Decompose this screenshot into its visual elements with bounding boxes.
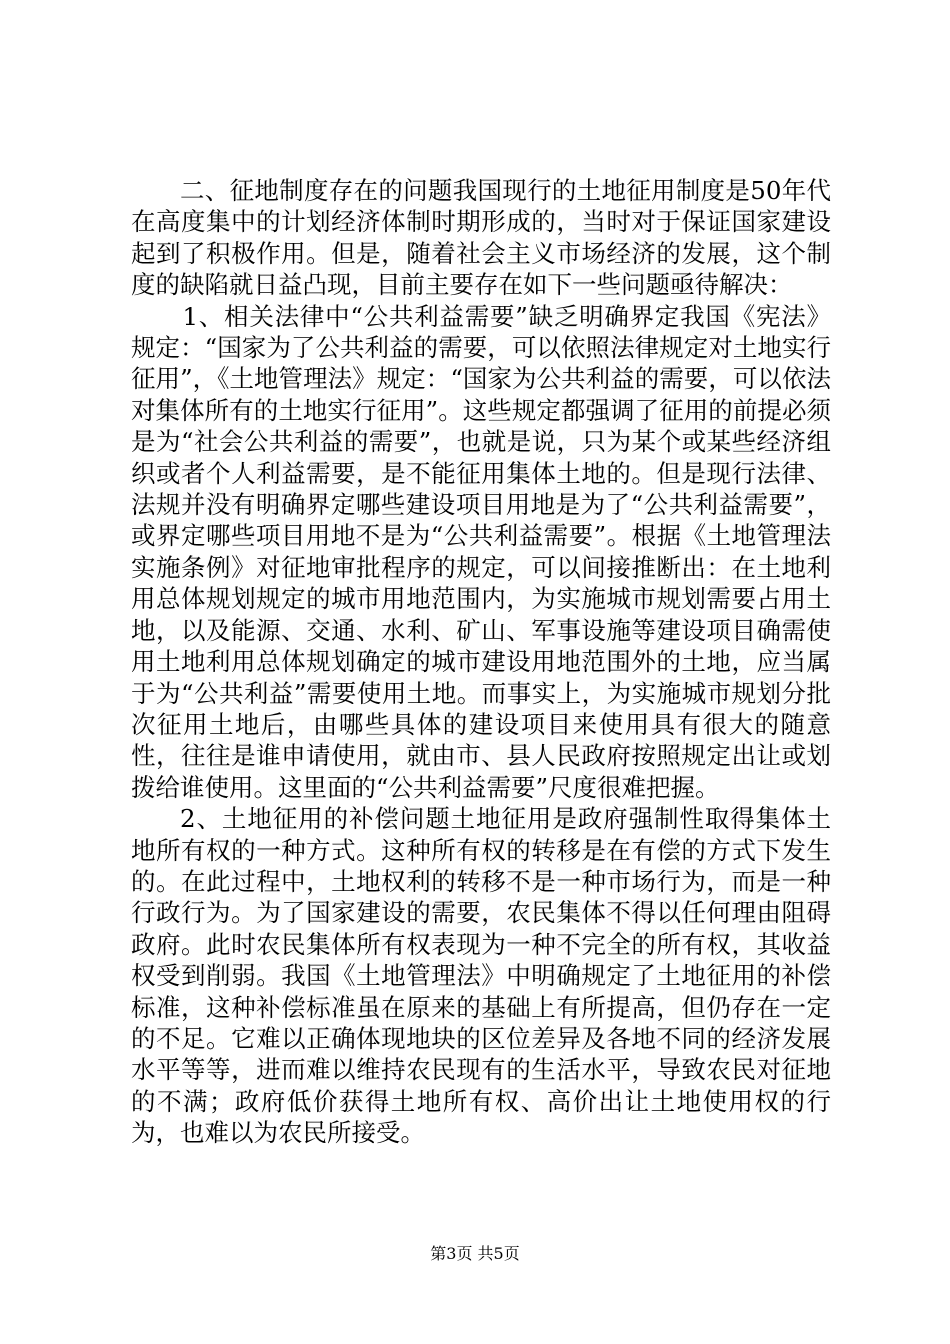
page-number-footer: 第3页 共5页: [430, 1244, 520, 1263]
paragraph-land-requisition-problems: 二、征地制度存在的问题我国现行的土地征用制度是50年代在高度集中的计划经济体制时期形成的，当时对于保证国家建设起到了积极作用。但是，随着社会主义市场经济的发展，这个制度的缺陷就日益凸现，目前主要存在如下一些问题亟待解决：: [131, 176, 831, 300]
document-body: [131, 175, 831, 1149]
paragraph-compensation-issue: 2、土地征用的补偿问题土地征用是政府强制性取得集体土地所有权的一种方式。这种所有权的转移是在有偿的方式下发生的。在此过程中，土地权利的转移不是一种市场行为，而是一种行政行为。为了国家建设的需要，农民集体不得以任何理由阻碍政府。此时农民集体所有权表现为一种不完全的所有权，其收益权受到削弱。我国《土地管理法》中明确规定了土地征用的补偿标准，这种补偿标准虽在原来的基础上有所提高，但仍存在一定的不足。它难以正确体现地块的区位差异及各地不同的经济发展水平等等，进而难以维持农民现有的生活水平，导致农民对征地的不满；政府低价获得土地所有权、高价出让土地使用权的行为，也难以为农民所接受。: [131, 804, 831, 1148]
paragraph-public-interest-definition: 1、相关法律中“公共利益需要”缺乏明确界定我国《宪法》规定：“国家为了公共利益的需要，可以依照法律规定对土地实行征用”，《土地管理法》规定：“国家为公共利益的需要，可以依法对集体所有的土地实行征用”。这些规定都强调了征用的前提必须是为“社会公共利益的需要”，也就是说，只为某个或某些经济组织或者个人利益需要，是不能征用集体土地的。但是现行法律、法规并没有明确界定哪些建设项目用地是为了“公共利益需要”，或界定哪些项目用地不是为“公共利益需要”。根据《土地管理法实施条例》对征地审批程序的规定，可以间接推断出：在土地利用总体规划规定的城市用地范围内，为实施城市规划需要占用土地，以及能源、交通、水利、矿山、军事设施等建设项目确需使用土地利用总体规划确定的城市建设用地范围外的土地，应当属于为“公共利益”需要使用土地。而事实上，为实施城市规划分批次征用土地后，由哪些具体的建设项目来使用具有很大的随意性，往往是谁申请使用，就由市、县人民政府按照规定出让或划拨给谁使用。这里面的“公共利益需要”尺度很难把握。: [131, 301, 831, 802]
